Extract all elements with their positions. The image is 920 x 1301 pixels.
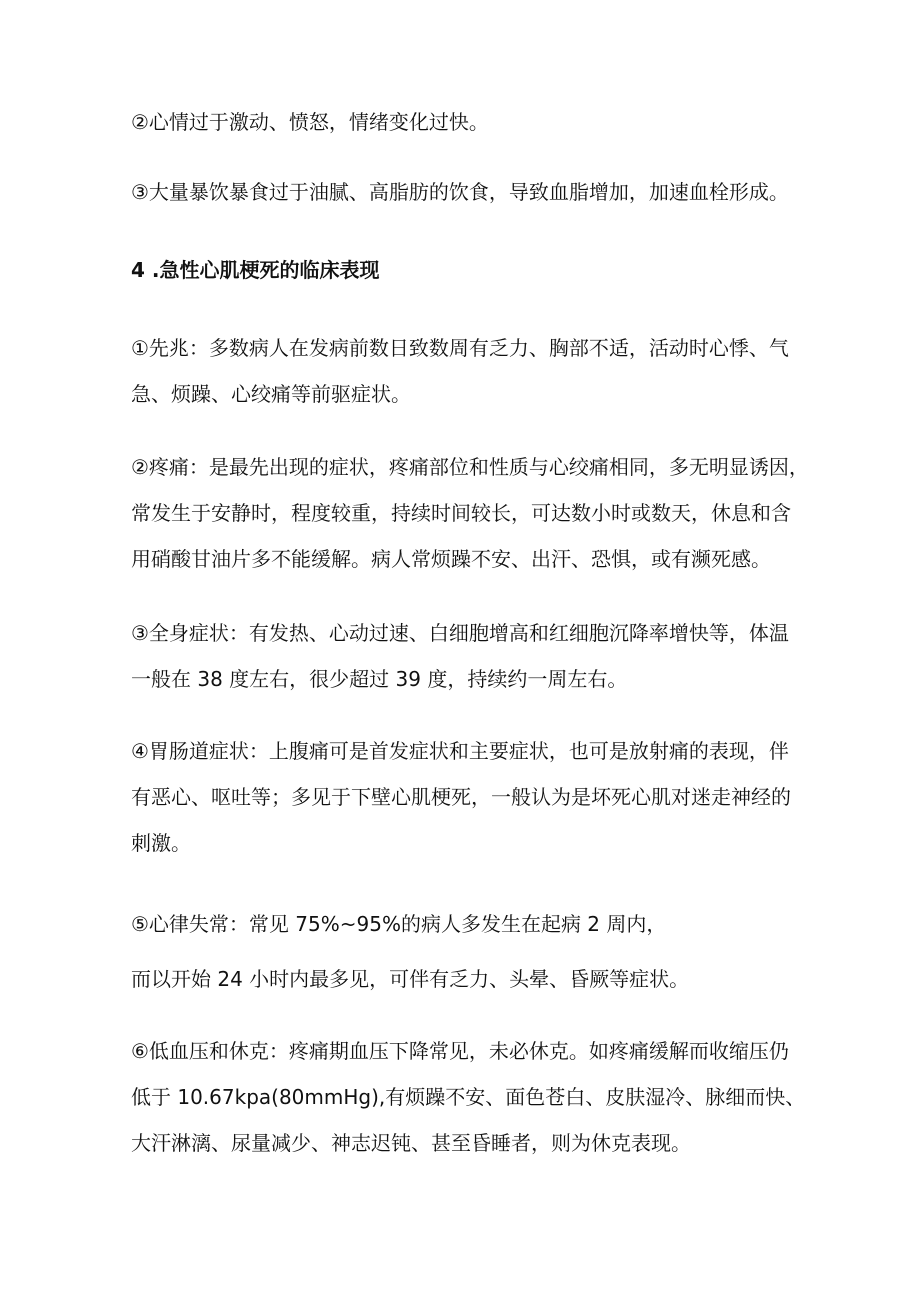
manifestation-2-line-1: ②疼痛：是最先出现的症状，疼痛部位和性质与心绞痛相同，多无明显诱因， (131, 455, 809, 479)
cause-item-2: ②心情过于激动、愤怒，情绪变化过快。 (131, 110, 489, 134)
manifestation-4-line-1: ④胃肠道症状：上腹痛可是首发症状和主要症状，也可是放射痛的表现，伴 (131, 739, 789, 763)
manifestation-5-line-1: ⑤心律失常：常见 75%~95%的病人多发生在起病 2 周内， (131, 912, 667, 936)
manifestation-6-line-2: 低于 10.67kpa(80mmHg),有烦躁不安、面色苍白、皮肤湿冷、脉细而快、 (131, 1085, 806, 1109)
manifestation-2-line-3: 用硝酸甘油片多不能缓解。病人常烦躁不安、出汗、恐惧，或有濒死感。 (131, 547, 771, 571)
manifestation-3-line-2: 一般在 38 度左右，很少超过 39 度，持续约一周左右。 (131, 667, 628, 691)
manifestation-3-line-1: ③全身症状：有发热、心动过速、白细胞增高和红细胞沉降率增快等，体温 (131, 621, 789, 645)
manifestation-1-line-1: ①先兆：多数病人在发病前数日致数周有乏力、胸部不适，活动时心悸、气 (131, 336, 789, 360)
manifestation-1-line-2: 急、烦躁、心绞痛等前驱症状。 (131, 382, 411, 406)
section-heading: 4 .急性心肌梗死的临床表现 (131, 258, 380, 282)
manifestation-4-line-2: 有恶心、呕吐等；多见于下壁心肌梗死，一般认为是坏死心肌对迷走神经的 (131, 785, 791, 809)
manifestation-4-line-3: 刺激。 (131, 831, 191, 855)
manifestation-6-line-3: 大汗淋漓、尿量减少、神志迟钝、甚至昏睡者，则为休克表现。 (131, 1131, 691, 1155)
manifestation-2-line-2: 常发生于安静时，程度较重，持续时间较长，可达数小时或数天，休息和含 (131, 501, 791, 525)
manifestation-5-line-2: 而以开始 24 小时内最多见，可伴有乏力、头晕、昏厥等症状。 (131, 967, 690, 991)
manifestation-6-line-1: ⑥低血压和休克：疼痛期血压下降常见，未必休克。如疼痛缓解而收缩压仍 (131, 1039, 789, 1063)
cause-item-3: ③大量暴饮暴食过于油腻、高脂肪的饮食，导致血脂增加，加速血栓形成。 (131, 180, 789, 204)
